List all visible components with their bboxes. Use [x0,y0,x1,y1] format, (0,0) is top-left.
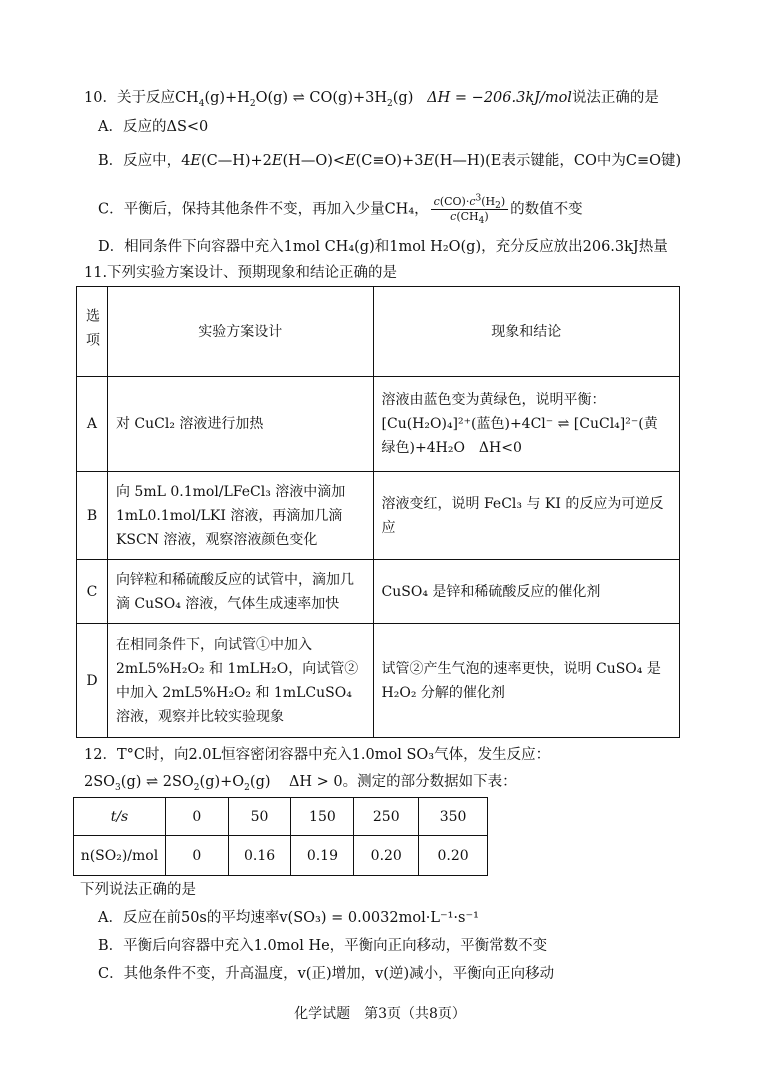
row-result: 溶液变红，说明 FeCl₃ 与 KI 的反应为可逆反应 [373,472,679,560]
header-option: 选项 [77,287,108,377]
q10-option-c: C．平衡后，保持其他条件不变，再加入少量CH₄， $\frac{c(CO)\cdot c^3(H_2)}{c(CH_4)}$ 的数值不变 [98,193,583,227]
row-result: 溶液由蓝色变为黄绿色，说明平衡：[Cu(H₂O)₄]²⁺(蓝色)+4Cl⁻ ⇌ [CuCl₄]²⁻(黄绿色)+4H₂O ΔH<0 [373,377,679,472]
header-design: 实验方案设计 [107,287,373,377]
q11-stem: 11.下列实验方案设计、预期现象和结论正确的是 [84,265,398,281]
row-result: 试管②产生气泡的速率更快，说明 CuSO₄ 是 H₂O₂ 分解的催化剂 [373,624,679,738]
equilibrium-ratio-fraction: $\frac{c(CO)\cdot c^3(H_2)}{c(CH_4)}$ [431,195,509,224]
q11-table [76,286,680,738]
q12-option-b: B．平衡后向容器中充入1.0mol He，平衡向正向移动，平衡常数不变 [98,938,548,954]
amount-cell: 0.20 [354,836,419,876]
q12-reaction: $2SO_3(g)$ ⇌ $2SO_2(g)+O_2(g)$ ΔH > 0。测定的部分数据如下表： [84,774,517,793]
q12-amount-row [74,836,488,876]
row-option: A [77,377,108,472]
time-cell: 350 [419,798,488,836]
table-row [77,472,680,560]
row-design: 对 CuCl₂ 溶液进行加热 [107,377,373,472]
amount-cell: 0.20 [419,836,488,876]
header-result: 现象和结论 [373,287,679,377]
row-option: C [77,560,108,624]
q12-time-row [74,798,488,836]
row-design: 向 5mL 0.1mol/LFeCl₃ 溶液中滴加 1mL0.1mol/LKI 溶液，再滴加几滴 KSCN 溶液，观察溶液颜色变化 [107,472,373,560]
q10-option-a: A．反应的ΔS<0 [98,119,209,135]
time-cell: 150 [291,798,354,836]
row-design: 向锌粒和稀硫酸反应的试管中，滴加几滴 CuSO₄ 溶液，气体生成速率加快 [107,560,373,624]
q12-after: 下列说法正确的是 [80,882,196,898]
row-option: D [77,624,108,738]
q12-data-table [73,797,488,876]
table-row [77,377,680,472]
amount-header: n(SO₂)/mol [74,836,166,876]
table-row [77,560,680,624]
amount-cell: 0.16 [228,836,291,876]
amount-cell: 0.19 [291,836,354,876]
time-cell: 50 [228,798,291,836]
q11-header-row [77,287,680,377]
q10-stem: 10．关于反应$CH_4(g)+H_2O(g)$ ⇌ $CO(g)+3H_2(g) \Delta H = -206.3kJ/mol$说法正确的是 [84,90,659,109]
q10-option-d: D．相同条件下向容器中充入1mol CH₄(g)和1mol H₂O(g)，充分反应放出206.3kJ热量 [98,239,668,255]
amount-cell: 0 [165,836,228,876]
time-header: t/s [74,798,166,836]
q12-option-c: C．其他条件不变，升高温度，v(正)增加，v(逆)减小，平衡向正向移动 [98,966,555,982]
q12-option-a: A．反应在前50s的平均速率v(SO₃) = 0.0032mol·L⁻¹·s⁻¹ [98,910,479,926]
q10-option-b: B．反应中，4E(C—H)+2E(H—O)<E(C≡O)+3E(H—H)(E表示键能，CO中为C≡O键) [98,153,682,169]
page-footer: 化学试题 第3页（共8页） [294,1006,466,1022]
q12-stem: 12．T°C时，向2.0L恒容密闭容器中充入1.0mol SO₃气体，发生反应： [84,747,551,763]
row-option: B [77,472,108,560]
row-result: CuSO₄ 是锌和稀硫酸反应的催化剂 [373,560,679,624]
time-cell: 250 [354,798,419,836]
row-design: 在相同条件下，向试管①中加入 2mL5%H₂O₂ 和 1mLH₂O，向试管②中加入 2mL5%H₂O₂ 和 1mLCuSO₄ 溶液，观察并比较实验现象 [107,624,373,738]
time-cell: 0 [165,798,228,836]
table-row [77,624,680,738]
